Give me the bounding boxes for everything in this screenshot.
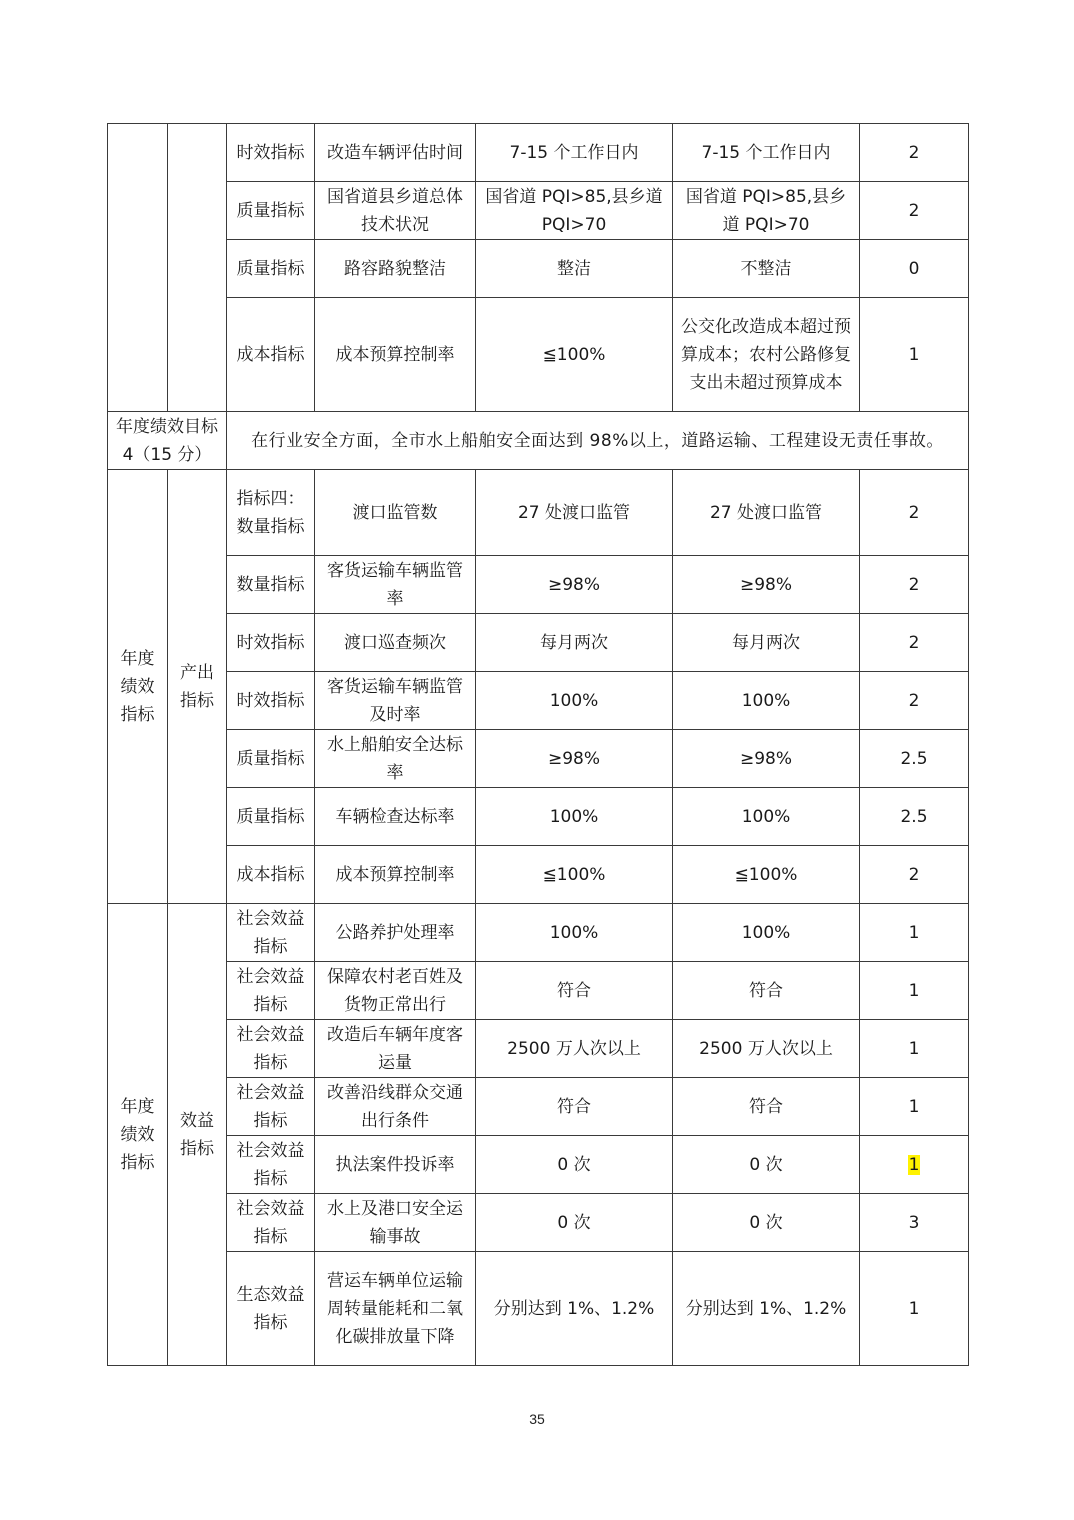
- score: 2: [860, 556, 969, 614]
- actual-value: 27 处渡口监管: [673, 470, 860, 556]
- indicator-metric: 营运车辆单位运输周转量能耗和二氧化碳排放量下降: [315, 1252, 476, 1366]
- table-row: [108, 240, 969, 298]
- indicator-metric: 保障农村老百姓及货物正常出行: [315, 962, 476, 1020]
- indicator-type: 指标四：数量指标: [227, 470, 315, 556]
- table-row: [108, 672, 969, 730]
- actual-value: 100%: [673, 904, 860, 962]
- target-value: ≥98%: [476, 730, 673, 788]
- table-row: [108, 730, 969, 788]
- actual-value: 0 次: [673, 1194, 860, 1252]
- indicator-type: 成本指标: [227, 298, 315, 412]
- indicator-metric: 公路养护处理率: [315, 904, 476, 962]
- score: 1: [860, 1020, 969, 1078]
- indicator-type: 社会效益指标: [227, 1078, 315, 1136]
- indicator-type: 社会效益指标: [227, 1020, 315, 1078]
- indicator-metric: 客货运输车辆监管率: [315, 556, 476, 614]
- indicator-type: 社会效益指标: [227, 904, 315, 962]
- indicator-type: 时效指标: [227, 124, 315, 182]
- table-row: [108, 904, 969, 962]
- indicator-metric: 改善沿线群众交通出行条件: [315, 1078, 476, 1136]
- indicator-metric: 执法案件投诉率: [315, 1136, 476, 1194]
- table-row: [108, 1194, 969, 1252]
- page-number: 35: [529, 1411, 545, 1427]
- continuation-cell: [108, 124, 168, 412]
- table-row: [108, 846, 969, 904]
- score: 2: [860, 614, 969, 672]
- indicator-metric: 水上船舶安全达标率: [315, 730, 476, 788]
- actual-value: 0 次: [673, 1136, 860, 1194]
- goal-description: 在行业安全方面，全市水上船舶安全面达到 98%以上，道路运输、工程建设无责任事故。: [227, 412, 969, 470]
- actual-value: 不整洁: [673, 240, 860, 298]
- indicator-metric: 路容路貌整洁: [315, 240, 476, 298]
- section-category: 产出指标: [168, 470, 227, 904]
- actual-value: 分别达到 1%、1.2%: [673, 1252, 860, 1366]
- score: 3: [860, 1194, 969, 1252]
- target-value: 分别达到 1%、1.2%: [476, 1252, 673, 1366]
- score: 2: [860, 182, 969, 240]
- indicator-metric: 渡口监管数: [315, 470, 476, 556]
- target-value: 7-15 个工作日内: [476, 124, 673, 182]
- target-value: 每月两次: [476, 614, 673, 672]
- indicator-type: 社会效益指标: [227, 1136, 315, 1194]
- target-value: 100%: [476, 672, 673, 730]
- score: 1: [860, 904, 969, 962]
- indicator-metric: 渡口巡查频次: [315, 614, 476, 672]
- target-value: 符合: [476, 1078, 673, 1136]
- actual-value: 100%: [673, 788, 860, 846]
- actual-value: 符合: [673, 1078, 860, 1136]
- indicator-type: 成本指标: [227, 846, 315, 904]
- section-label: 年度绩效指标: [108, 904, 168, 1366]
- indicator-type: 数量指标: [227, 556, 315, 614]
- score: 0: [860, 240, 969, 298]
- table-row: [108, 556, 969, 614]
- target-value: ≦100%: [476, 846, 673, 904]
- indicator-metric: 水上及港口安全运输事故: [315, 1194, 476, 1252]
- indicator-type: 质量指标: [227, 788, 315, 846]
- score: 2: [860, 470, 969, 556]
- target-value: 整洁: [476, 240, 673, 298]
- score: 2: [860, 846, 969, 904]
- actual-value: 符合: [673, 962, 860, 1020]
- actual-value: 100%: [673, 672, 860, 730]
- score: [860, 1136, 969, 1194]
- performance-table: [107, 123, 969, 1366]
- indicator-type: 社会效益指标: [227, 1194, 315, 1252]
- goal-row: [108, 412, 969, 470]
- score: 1: [860, 1252, 969, 1366]
- indicator-type: 时效指标: [227, 672, 315, 730]
- table-row: [108, 298, 969, 412]
- target-value: 0 次: [476, 1194, 673, 1252]
- table-row: [108, 470, 969, 556]
- indicator-metric: 车辆检查达标率: [315, 788, 476, 846]
- actual-value: ≦100%: [673, 846, 860, 904]
- table-row: [108, 1078, 969, 1136]
- indicator-metric: 客货运输车辆监管及时率: [315, 672, 476, 730]
- target-value: 符合: [476, 962, 673, 1020]
- highlighted-score: 1: [908, 1154, 920, 1175]
- score: 2.5: [860, 788, 969, 846]
- indicator-metric: 改造后车辆年度客运量: [315, 1020, 476, 1078]
- continuation-cell: [168, 124, 227, 412]
- target-value: 27 处渡口监管: [476, 470, 673, 556]
- score: 1: [860, 1078, 969, 1136]
- actual-value: 每月两次: [673, 614, 860, 672]
- actual-value: ≥98%: [673, 730, 860, 788]
- target-value: ≦100%: [476, 298, 673, 412]
- target-value: ≥98%: [476, 556, 673, 614]
- section-category: 效益指标: [168, 904, 227, 1366]
- table-row: [108, 788, 969, 846]
- indicator-type: 质量指标: [227, 182, 315, 240]
- target-value: 100%: [476, 904, 673, 962]
- score: 2: [860, 672, 969, 730]
- actual-value: ≥98%: [673, 556, 860, 614]
- table-row: [108, 1136, 969, 1194]
- actual-value: 2500 万人次以上: [673, 1020, 860, 1078]
- target-value: 国省道 PQI>85,县乡道 PQI>70: [476, 182, 673, 240]
- indicator-metric: 成本预算控制率: [315, 298, 476, 412]
- table-row: [108, 614, 969, 672]
- target-value: 2500 万人次以上: [476, 1020, 673, 1078]
- indicator-metric: 改造车辆评估时间: [315, 124, 476, 182]
- indicator-type: 社会效益指标: [227, 962, 315, 1020]
- score: 2: [860, 124, 969, 182]
- table-row: [108, 962, 969, 1020]
- table-row: [108, 1020, 969, 1078]
- actual-value: 国省道 PQI>85,县乡道 PQI>70: [673, 182, 860, 240]
- goal-label: 年度绩效目标 4（15 分）: [108, 412, 227, 470]
- target-value: 100%: [476, 788, 673, 846]
- table-row: [108, 1252, 969, 1366]
- table-row: [108, 182, 969, 240]
- table-row: [108, 124, 969, 182]
- score: 2.5: [860, 730, 969, 788]
- score: 1: [860, 298, 969, 412]
- indicator-metric: 国省道县乡道总体技术状况: [315, 182, 476, 240]
- section-label: 年度绩效指标: [108, 470, 168, 904]
- indicator-type: 生态效益指标: [227, 1252, 315, 1366]
- score: 1: [860, 962, 969, 1020]
- indicator-type: 质量指标: [227, 730, 315, 788]
- indicator-type: 质量指标: [227, 240, 315, 298]
- indicator-type: 时效指标: [227, 614, 315, 672]
- actual-value: 公交化改造成本超过预算成本；农村公路修复支出未超过预算成本: [673, 298, 860, 412]
- target-value: 0 次: [476, 1136, 673, 1194]
- actual-value: 7-15 个工作日内: [673, 124, 860, 182]
- indicator-metric: 成本预算控制率: [315, 846, 476, 904]
